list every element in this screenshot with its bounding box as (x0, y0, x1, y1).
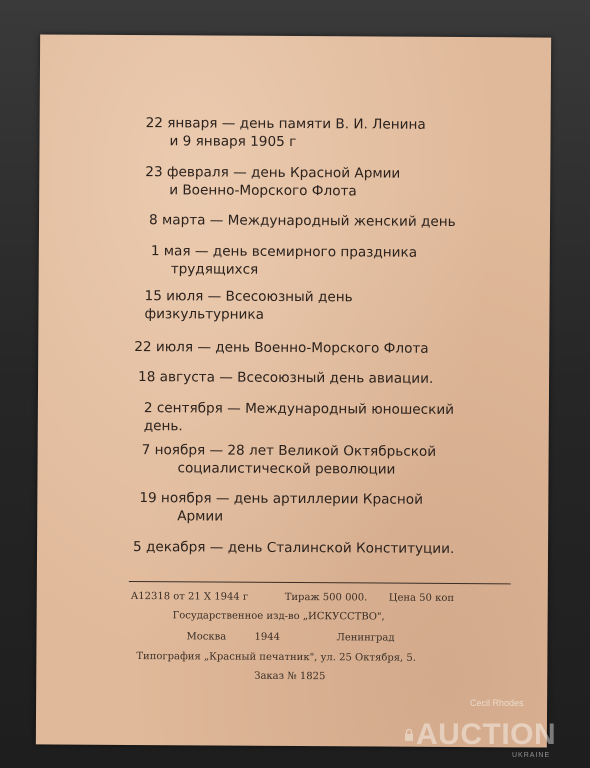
holiday-entry (151, 242, 417, 280)
imprint-print-run: Тираж 500 000. (284, 591, 368, 604)
holiday-line: Армии (177, 508, 224, 525)
imprint-printer: Типография „Красный печатник", ул. 25 Октября, 5. (136, 651, 417, 664)
holiday-line: и Военно-Морского Флота (169, 182, 357, 200)
holiday-line: трудящихся (170, 261, 259, 278)
imprint-order: А12318 от 21 X 1944 г (130, 591, 249, 603)
holiday-entry (141, 441, 436, 479)
holiday-line: 18 августа — Всесоюзный день авиации. (138, 369, 434, 387)
holiday-entry (144, 287, 352, 324)
holiday-entry (139, 489, 423, 527)
holiday-line: физкультурника (144, 306, 265, 323)
holiday-line: 22 января — день памяти В. И. Ленина (145, 115, 426, 133)
divider-rule (129, 581, 511, 584)
watermark-region: UKRAINE (512, 752, 551, 759)
holiday-entry (149, 211, 456, 231)
holiday-line: социалистической революции (177, 460, 396, 478)
holiday-line: день. (143, 418, 183, 435)
holiday-entry (138, 368, 433, 388)
holiday-line: 22 июля — день Военно-Морского Флота (134, 339, 429, 357)
imprint-publisher: Государственное изд-во „ИСКУССТВО", (172, 610, 385, 623)
holiday-entry (134, 338, 429, 358)
holiday-line: 2 сентября — Международный юношеский (143, 400, 455, 418)
imprint-job-number: Заказ № 1825 (254, 670, 326, 683)
holiday-entry (145, 114, 425, 152)
watermark-brand: AUCTION (416, 718, 557, 751)
calendar-card (36, 34, 551, 747)
holiday-line: 8 марта — Международный женский день (148, 212, 456, 230)
holiday-line: 7 ноября — 28 лет Великой Октябрьской (141, 442, 437, 460)
holiday-line: 15 июля — Всесоюзный день (144, 288, 353, 306)
holiday-line: и 9 января 1905 г (169, 133, 297, 151)
watermark-lock-icon (404, 728, 414, 742)
holiday-entry (133, 538, 454, 558)
holiday-entry (145, 163, 400, 201)
imprint-year: 1944 (254, 631, 280, 643)
watermark-seller: Cecil Rhodes (470, 698, 524, 708)
holiday-line: 5 декабря — день Сталинской Конституции. (132, 539, 455, 557)
imprint-city-leningrad: Ленинград (336, 632, 395, 644)
imprint-city-moscow: Москва (186, 631, 227, 643)
imprint-price: Цена 50 коп (388, 592, 455, 604)
holiday-entry (144, 399, 454, 437)
holiday-line: 23 февраля — день Красной Армии (145, 164, 401, 182)
holiday-line: 19 ноября — день артиллерии Красной (139, 490, 423, 508)
holiday-line: 1 мая — день всемирного праздника (150, 243, 418, 261)
